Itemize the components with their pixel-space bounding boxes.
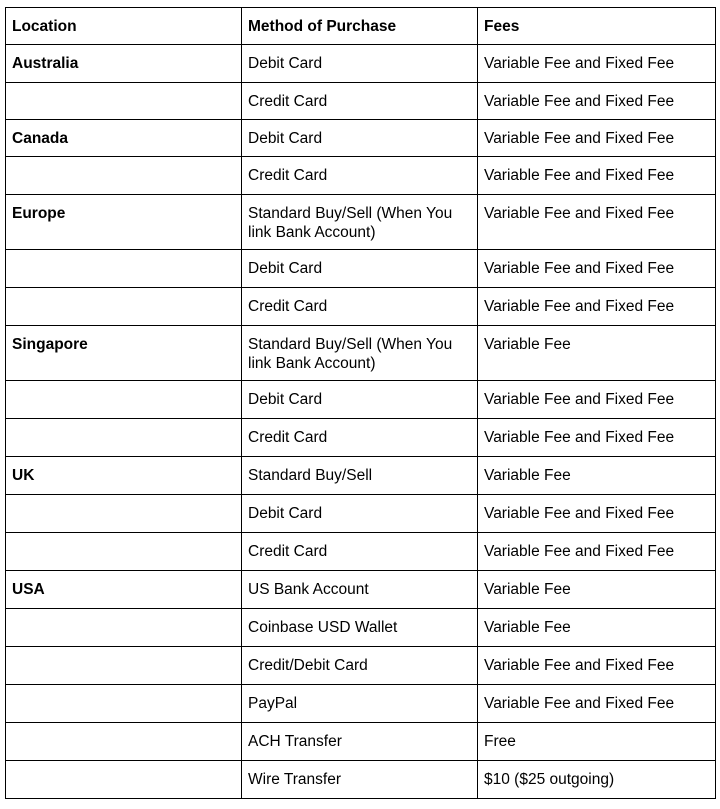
table-row	[6, 45, 716, 83]
location-cell	[6, 250, 242, 288]
fees-cell: $10 ($25 outgoing)	[478, 761, 716, 799]
fees-cell: Variable Fee	[478, 609, 716, 647]
fees-cell: Variable Fee and Fixed Fee	[478, 685, 716, 723]
method-cell: Standard Buy/Sell	[242, 457, 478, 495]
method-cell: Standard Buy/Sell (When You link Bank Account)	[242, 195, 478, 250]
table-row	[6, 571, 716, 609]
location-cell: Europe	[6, 195, 242, 250]
method-cell: ACH Transfer	[242, 723, 478, 761]
method-cell: Credit Card	[242, 83, 478, 120]
table-header-row	[6, 8, 716, 45]
table-row	[6, 288, 716, 326]
method-cell: PayPal	[242, 685, 478, 723]
header-location: Location	[6, 8, 242, 45]
table-row	[6, 761, 716, 799]
table-row	[6, 647, 716, 685]
fees-cell: Variable Fee and Fixed Fee	[478, 419, 716, 457]
table-row	[6, 533, 716, 571]
method-cell: Credit Card	[242, 419, 478, 457]
location-cell	[6, 419, 242, 457]
method-cell: Debit Card	[242, 495, 478, 533]
table-row	[6, 195, 716, 250]
table-row	[6, 609, 716, 647]
fees-cell: Variable Fee and Fixed Fee	[478, 495, 716, 533]
header-method-of-purchase: Method of Purchase	[242, 8, 478, 45]
table-row	[6, 250, 716, 288]
fees-cell: Variable Fee and Fixed Fee	[478, 157, 716, 195]
location-cell	[6, 723, 242, 761]
table-row	[6, 419, 716, 457]
fees-cell: Variable Fee and Fixed Fee	[478, 250, 716, 288]
method-cell: Credit Card	[242, 157, 478, 195]
table-row	[6, 723, 716, 761]
location-cell	[6, 157, 242, 195]
fees-cell: Variable Fee	[478, 571, 716, 609]
location-cell	[6, 83, 242, 120]
location-cell	[6, 761, 242, 799]
fees-cell: Variable Fee	[478, 326, 716, 381]
fees-cell: Variable Fee and Fixed Fee	[478, 288, 716, 326]
location-cell: Australia	[6, 45, 242, 83]
method-cell: Wire Transfer	[242, 761, 478, 799]
location-cell	[6, 533, 242, 571]
method-cell: Standard Buy/Sell (When You link Bank Account)	[242, 326, 478, 381]
method-cell: Debit Card	[242, 45, 478, 83]
table-row	[6, 685, 716, 723]
location-cell	[6, 381, 242, 419]
table-row	[6, 326, 716, 381]
fees-cell: Variable Fee and Fixed Fee	[478, 45, 716, 83]
table-row	[6, 120, 716, 157]
fees-cell: Variable Fee and Fixed Fee	[478, 83, 716, 120]
table-row	[6, 457, 716, 495]
fees-cell: Variable Fee and Fixed Fee	[478, 195, 716, 250]
location-cell: USA	[6, 571, 242, 609]
table-row	[6, 157, 716, 195]
location-cell	[6, 609, 242, 647]
method-cell: Debit Card	[242, 250, 478, 288]
fees-cell: Variable Fee	[478, 457, 716, 495]
fees-cell: Variable Fee and Fixed Fee	[478, 533, 716, 571]
fees-cell: Variable Fee and Fixed Fee	[478, 647, 716, 685]
table-row	[6, 381, 716, 419]
location-cell: Singapore	[6, 326, 242, 381]
location-cell	[6, 288, 242, 326]
location-cell	[6, 685, 242, 723]
method-cell: Credit Card	[242, 533, 478, 571]
fees-cell: Variable Fee and Fixed Fee	[478, 120, 716, 157]
purchase-fees-table	[5, 7, 716, 799]
fees-cell: Free	[478, 723, 716, 761]
location-cell: Canada	[6, 120, 242, 157]
method-cell: Debit Card	[242, 381, 478, 419]
location-cell	[6, 647, 242, 685]
location-cell	[6, 495, 242, 533]
method-cell: Debit Card	[242, 120, 478, 157]
table-row	[6, 495, 716, 533]
method-cell: Credit/Debit Card	[242, 647, 478, 685]
method-cell: Credit Card	[242, 288, 478, 326]
method-cell: US Bank Account	[242, 571, 478, 609]
fees-cell: Variable Fee and Fixed Fee	[478, 381, 716, 419]
header-fees: Fees	[478, 8, 716, 45]
method-cell: Coinbase USD Wallet	[242, 609, 478, 647]
table-row	[6, 83, 716, 120]
location-cell: UK	[6, 457, 242, 495]
